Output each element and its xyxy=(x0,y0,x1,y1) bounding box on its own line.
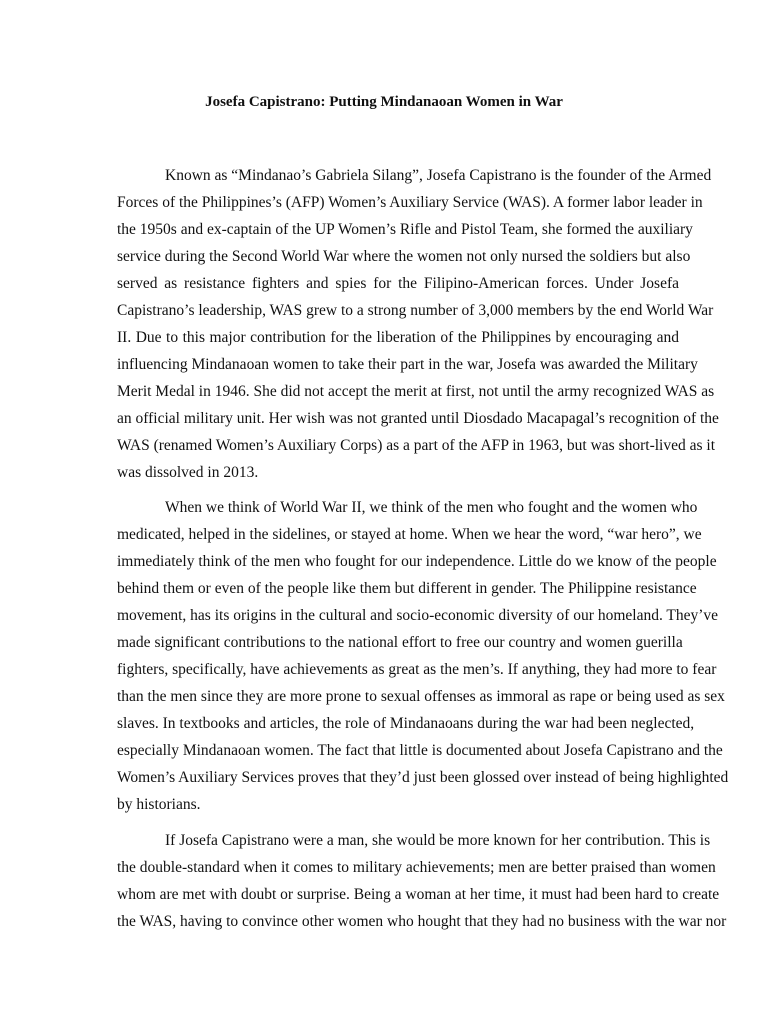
paragraph-line: When we think of World War II, we think of the men who fought and the women who xyxy=(165,499,698,516)
paragraph-line: Merit Medal in 1946. She did not accept the merit at first, not until the army recognized WAS as xyxy=(117,383,715,400)
paragraph-line: the double-standard when it comes to military achievements; men are better praised than women xyxy=(117,859,716,876)
paragraph-line: influencing Mindanaoan women to take their part in the war, Josefa was awarded the Military xyxy=(117,356,698,373)
paragraph-line: fighters, specifically, have achievements as great as the men’s. If anything, they had more to fear xyxy=(117,661,717,678)
paragraph-line: movement, has its origins in the cultural and socio-economic diversity of our homeland. They’ve xyxy=(117,607,719,624)
paragraph-line: behind them or even of the people like them but different in gender. The Philippine resistance xyxy=(117,580,697,597)
paragraph-line: served as resistance fighters and spies for the Filipino-American forces. Under Josefa xyxy=(117,275,679,292)
paragraph-line: the 1950s and ex-captain of the UP Women’s Rifle and Pistol Team, she formed the auxiliary xyxy=(117,221,693,238)
paragraph-line: an official military unit. Her wish was not granted until Diosdado Macapagal’s recognition of the xyxy=(117,410,719,427)
paragraph-line: whom are met with doubt or surprise. Being a woman at her time, it must had been hard to create xyxy=(117,886,720,903)
paragraph-line: by historians. xyxy=(117,796,201,813)
paragraph-line: slaves. In textbooks and articles, the role of Mindanaoans during the war had been neglected, xyxy=(117,715,695,732)
document-title: Josefa Capistrano: Putting Mindanaoan Women in War xyxy=(205,94,563,110)
paragraph-line: the WAS, having to convince other women who hought that they had no business with the war nor xyxy=(117,913,727,930)
paragraph-line: Women’s Auxiliary Services proves that they’d just been glossed over instead of being highlighted xyxy=(117,769,729,786)
paragraph-line: If Josefa Capistrano were a man, she would be more known for her contribution. This is xyxy=(165,832,711,849)
paragraph-line: II. Due to this major contribution for the liberation of the Philippines by encouraging and xyxy=(117,329,679,346)
paragraph-line: Forces of the Philippines’s (AFP) Women’s Auxiliary Service (WAS). A former labor leader in xyxy=(117,194,703,211)
paragraph-line: than the men since they are more prone to sexual offenses as immoral as rape or being used as sex xyxy=(117,688,725,705)
paragraph-line: especially Mindanaoan women. The fact that little is documented about Josefa Capistrano and the xyxy=(117,742,723,759)
paragraph-line: medicated, helped in the sidelines, or stayed at home. When we hear the word, “war hero”, we xyxy=(117,526,702,543)
paragraph-line: was dissolved in 2013. xyxy=(117,464,259,481)
paragraph-line: Capistrano’s leadership, WAS grew to a strong number of 3,000 members by the end World War xyxy=(117,302,714,319)
paragraph-line: service during the Second World War where the women not only nursed the soldiers but also xyxy=(117,248,691,265)
paragraph-line: Known as “Mindanao’s Gabriela Silang”, Josefa Capistrano is the founder of the Armed xyxy=(165,167,712,184)
paragraph-line: WAS (renamed Women’s Auxiliary Corps) as a part of the AFP in 1963, but was short-lived as it xyxy=(117,437,716,454)
paragraph-line: immediately think of the men who fought for our independence. Little do we know of the people xyxy=(117,553,717,570)
paragraph-line: made significant contributions to the national effort to free our country and women guerilla xyxy=(117,634,683,651)
